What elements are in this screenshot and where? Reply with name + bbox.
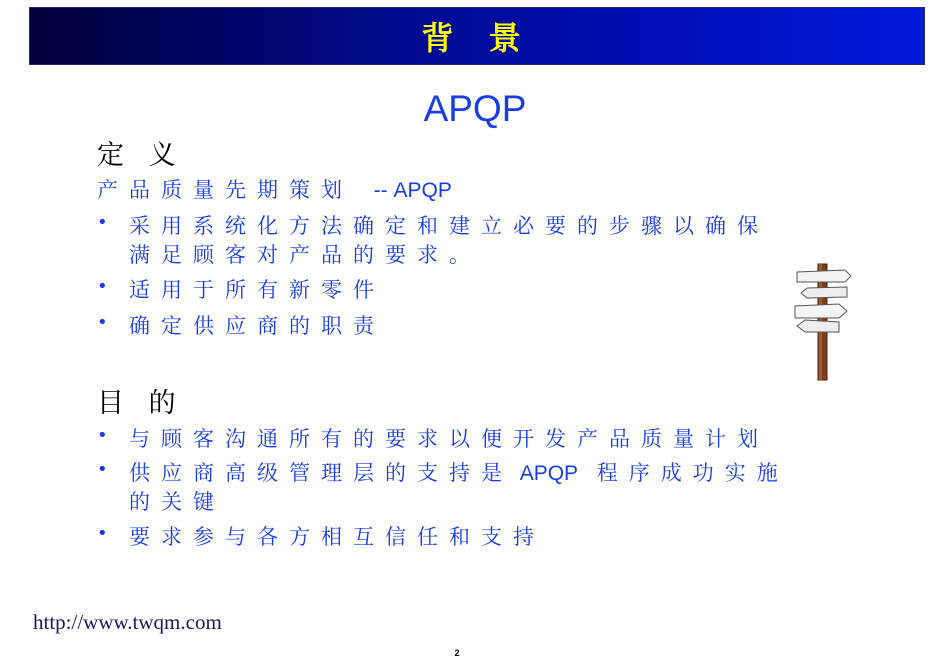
purpose-bullet-2-latin: APQP <box>519 462 579 485</box>
definition-bullet-3: 确定供应商的职责 <box>129 314 385 338</box>
purpose-heading: 目 的 <box>97 388 184 419</box>
definition-intro-latin: -- APQP <box>373 179 452 202</box>
slide-title: 背 景 <box>421 19 533 57</box>
definition-intro-cn: 产品质量先期策划 <box>97 178 353 202</box>
definition-bullet-2: 适用于所有新零件 <box>129 278 385 302</box>
definition-bullet-1-line-1: 采用系统化方法确定和建立必要的步骤以确保 <box>129 214 769 238</box>
slide-subtitle: APQP <box>423 88 527 129</box>
purpose-bullet-3: 要求参与各方相互信任和支持 <box>129 525 545 549</box>
definition-intro <box>97 174 452 204</box>
page-number: 2 <box>454 648 460 658</box>
definition-heading: 定 义 <box>97 140 184 171</box>
footer-url: http://www.twqm.com <box>33 610 222 634</box>
purpose-bullet-2-post: 程序成功实施 <box>596 461 789 485</box>
purpose-bullet-1: 与顾客沟通所有的要求以便开发产品质量计划 <box>129 427 769 451</box>
definition-bullet-1-line-2: 满足顾客对产品的要求。 <box>129 243 481 267</box>
bullet-dot: • <box>97 523 108 544</box>
signpost-icon <box>793 262 855 382</box>
bullet-dot: • <box>97 459 108 480</box>
bullet-dot: • <box>97 312 108 333</box>
purpose-bullet-2-line-2: 的关键 <box>129 490 225 514</box>
bullet-dot: • <box>97 425 108 446</box>
purpose-bullet-2-pre: 供应商高级管理层的支持是 <box>129 461 513 485</box>
bullet-dot: • <box>97 276 108 297</box>
title-bar <box>29 7 925 65</box>
bullet-dot: • <box>97 212 108 233</box>
purpose-bullet-2-line-1 <box>129 457 789 487</box>
